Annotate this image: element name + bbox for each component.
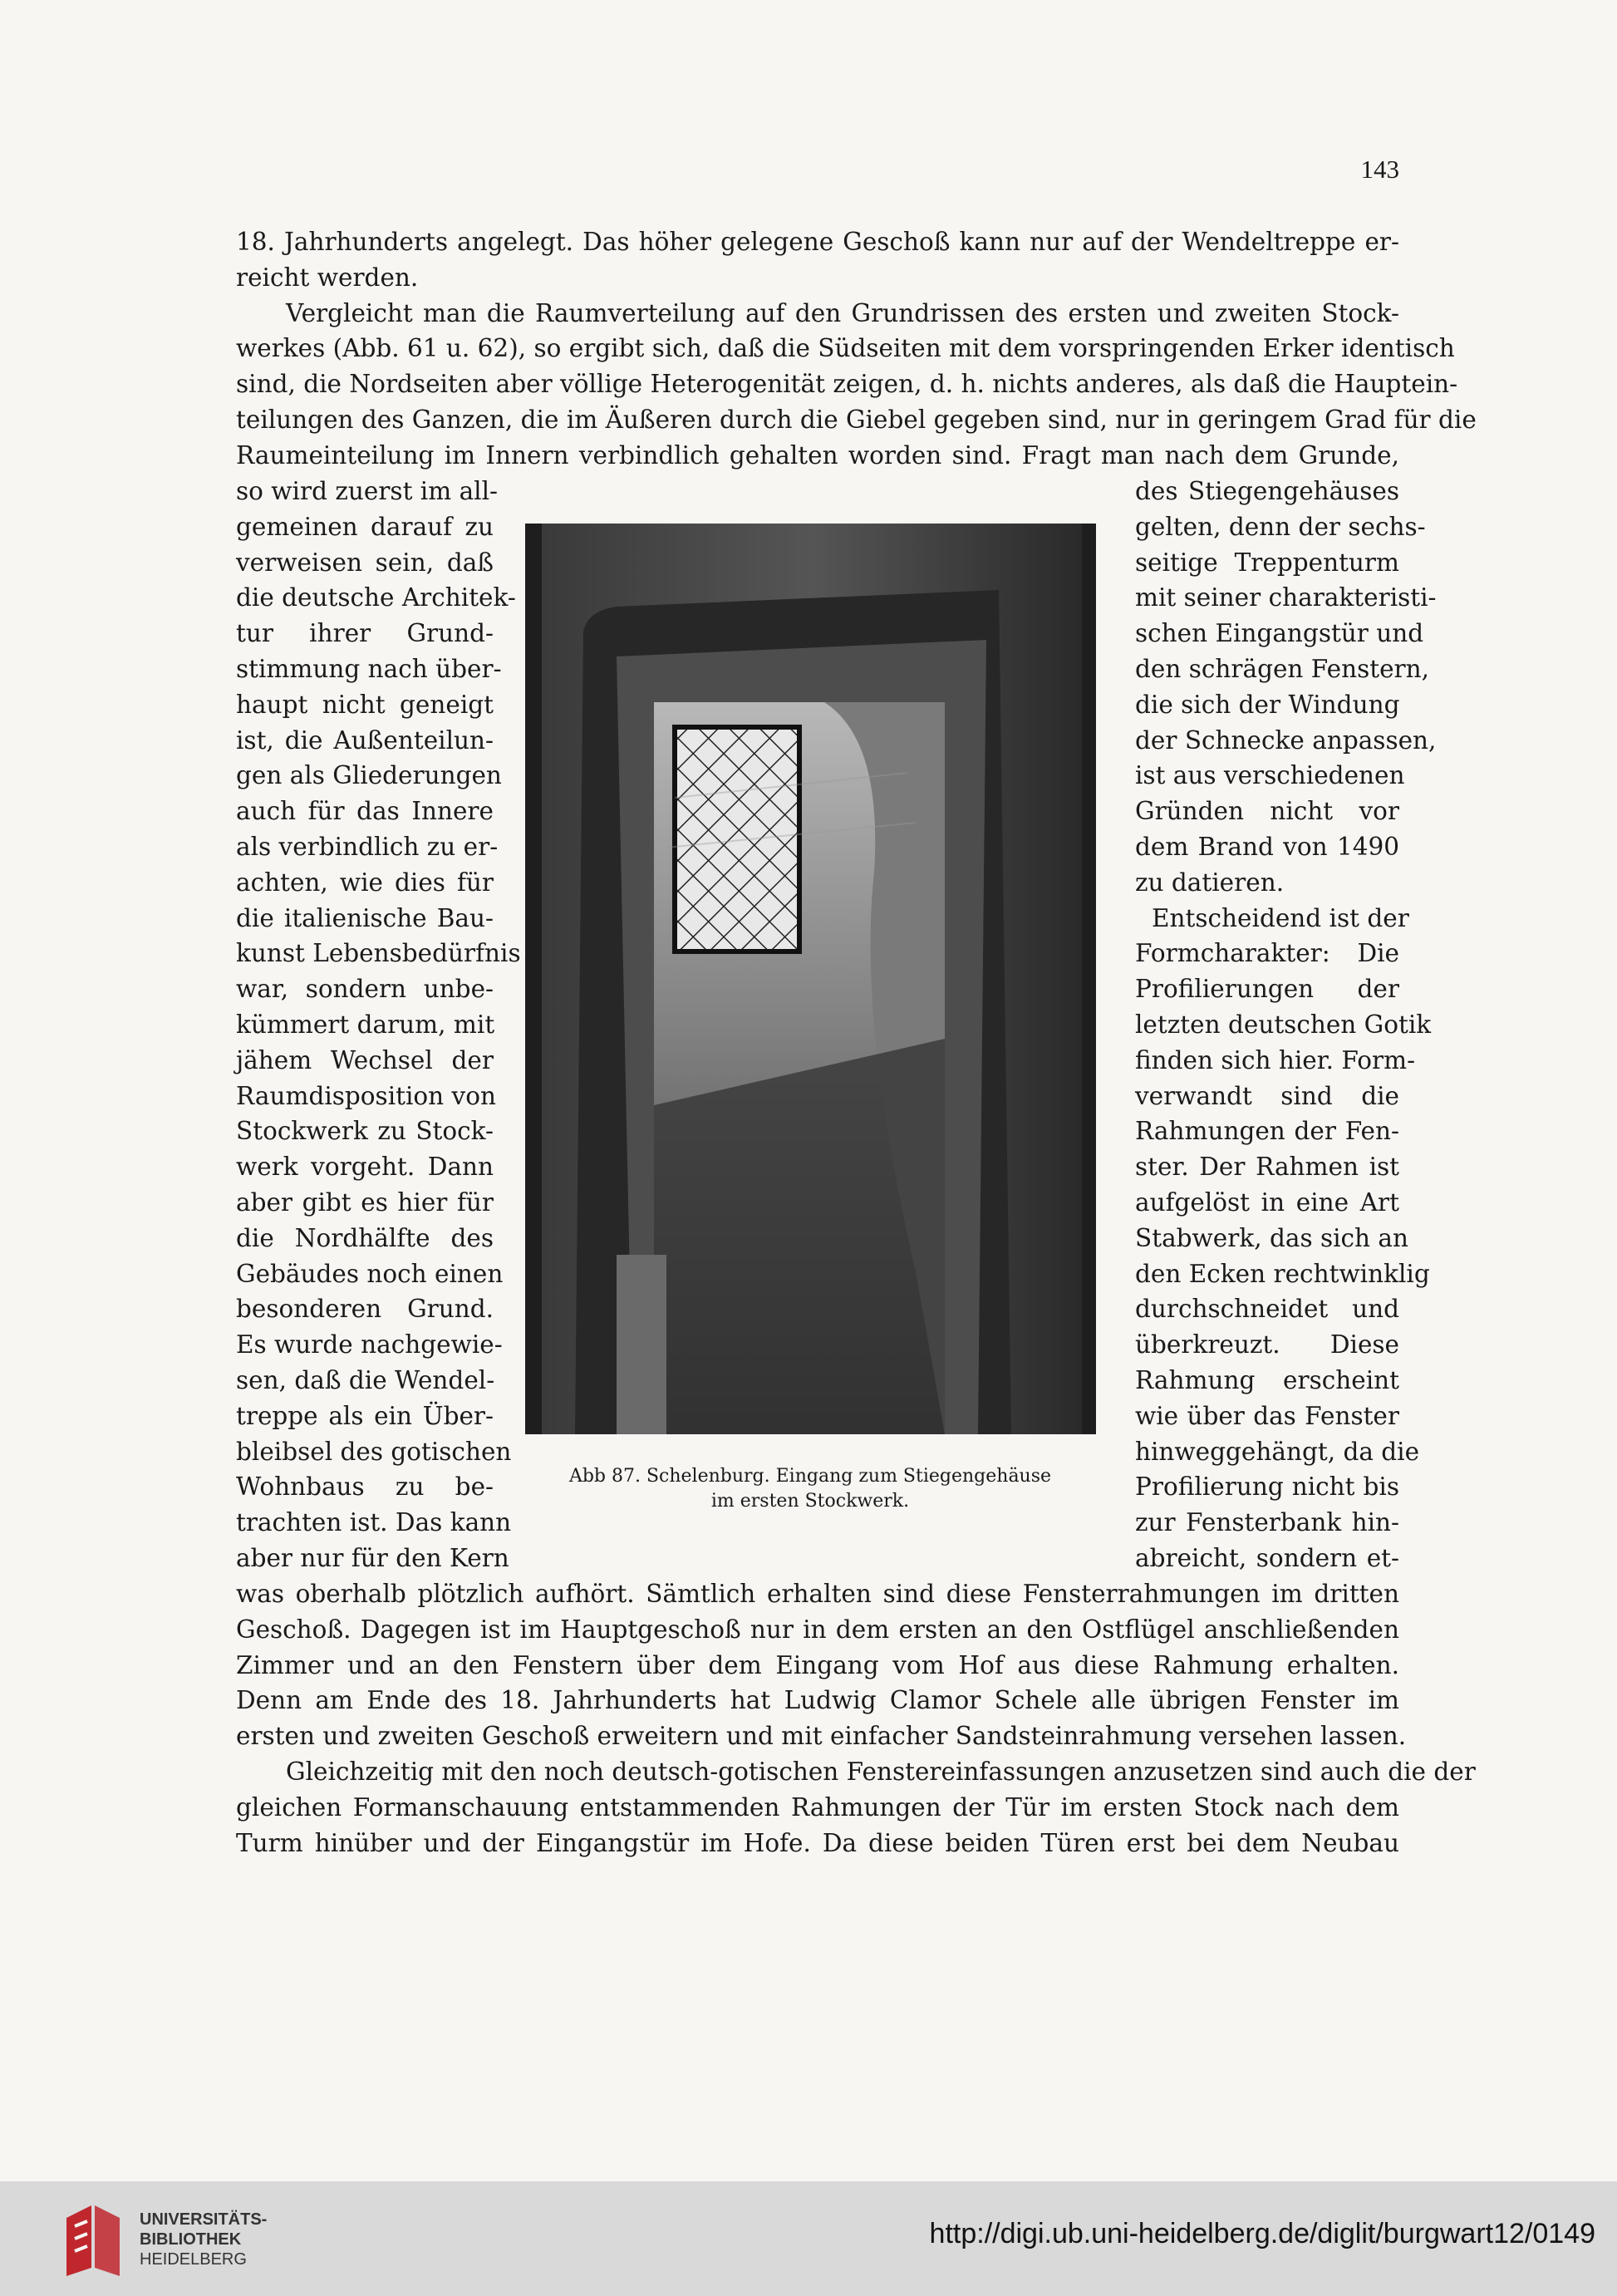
text-line: seitige Treppenturm — [1135, 548, 1399, 577]
text-line: trachten ist. Das kann — [236, 1508, 512, 1537]
text-line: treppe als ein Über- — [236, 1401, 494, 1430]
text-line: Zimmer und an den Fenstern über dem Eingang vom Hof aus diese Rahmung erhalten. — [236, 1650, 1399, 1679]
caption-line-1: Abb 87. Schelenburg. Eingang zum Stiegengehäuse — [568, 1466, 1052, 1487]
text-line: wie über das Fenster — [1135, 1401, 1399, 1430]
text-line: sen, daß die Wendel- — [236, 1365, 495, 1394]
text-line: jähem Wechsel der — [236, 1045, 494, 1074]
text-line: zu datieren. — [1135, 868, 1285, 897]
text-line: Formcharakter: Die — [1135, 939, 1399, 968]
text-line: letzten deutschen Gotik — [1135, 1010, 1432, 1039]
text-line: durchschneidet und — [1135, 1295, 1399, 1324]
text-line: hinweggehängt, da die — [1135, 1437, 1420, 1466]
text-line: teilungen des Ganzen, die im Äußeren durch die Giebel gegeben sind, nur in geringem Grad für die — [236, 405, 1477, 434]
caption-line-2: im ersten Stockwerk. — [710, 1491, 910, 1512]
text-line: des Stiegengehäuses — [1135, 477, 1399, 505]
source-url-link[interactable]: http://digi.ub.uni-heidelberg.de/diglit/burgwart12/0149 — [929, 2218, 1595, 2249]
text-line: besonderen Grund. — [236, 1295, 494, 1324]
body-text-top — [236, 224, 1477, 474]
text-line: als verbindlich zu er- — [236, 832, 499, 861]
text-line: mit seiner charakteristi- — [1135, 583, 1437, 612]
body-text-right-column — [1135, 474, 1437, 1576]
text-line: Entscheidend ist der — [1152, 903, 1409, 932]
figure-photo-staircase-doorway — [525, 524, 1096, 1434]
text-line: aber gibt es hier für — [236, 1187, 494, 1217]
text-line: achten, wie dies für — [236, 868, 494, 897]
text-line: die Nordhälfte des — [236, 1223, 494, 1252]
text-line: finden sich hier. Form- — [1135, 1045, 1416, 1074]
text-line: abreicht, sondern et- — [1135, 1543, 1399, 1572]
text-line: war, sondern unbe- — [236, 975, 494, 1004]
library-name-line-3: HEIDELBERG — [140, 2250, 247, 2269]
text-line: Wohnbaus zu be- — [236, 1472, 494, 1502]
text-line: kunst Lebensbedürfnis — [236, 939, 521, 968]
text-line: Denn am Ende des 18. Jahrhunderts hat Ludwig Clamor Schele alle übrigen Fenster im — [236, 1686, 1399, 1715]
text-line: verwandt sind die — [1135, 1081, 1399, 1110]
text-line: Rahmung erscheint — [1135, 1365, 1399, 1394]
text-line: Raumdisposition von — [236, 1081, 496, 1110]
text-line: reicht werden. — [236, 263, 419, 292]
text-line: Profilierung nicht bis — [1135, 1472, 1399, 1502]
text-line: Geschoß. Dagegen ist im Hauptgeschoß nur in dem ersten an den Ostflügel anschließenden — [236, 1615, 1399, 1644]
text-line: Profilierungen der — [1135, 975, 1399, 1004]
text-line: ster. Der Rahmen ist — [1135, 1153, 1399, 1182]
text-line: Vergleicht man die Raumverteilung auf den Grundrissen des ersten und zweiten Stock- — [286, 298, 1399, 327]
figure-caption — [499, 1464, 1122, 1514]
text-line: Es wurde nachgewie- — [236, 1330, 503, 1359]
text-line: Raumeinteilung im Innern verbindlich gehalten worden sind. Fragt man nach dem Grunde, — [236, 440, 1399, 470]
text-line: die sich der Windung — [1135, 690, 1400, 719]
footer-bar — [0, 2181, 1617, 2296]
text-line: gen als Gliederungen — [236, 761, 502, 790]
text-line: auch für das Innere — [236, 797, 494, 826]
text-line: zur Fensterbank hin- — [1135, 1508, 1399, 1537]
text-line: Gründen nicht vor — [1135, 797, 1399, 826]
text-line: schen Eingangstür und — [1135, 619, 1424, 648]
text-line: aber nur für den Kern — [236, 1543, 509, 1572]
library-logo-icon[interactable] — [58, 2201, 130, 2278]
text-line: die italienische Bau- — [236, 903, 494, 932]
library-name-line-2: BIBLIOTHEK — [140, 2230, 242, 2249]
text-line: der Schnecke anpassen, — [1135, 725, 1437, 755]
text-line: überkreuzt. Diese — [1135, 1330, 1399, 1359]
text-line: was oberhalb plötzlich aufhört. Sämtlich erhalten sind diese Fensterrahmungen im dritten — [236, 1580, 1399, 1608]
text-line: ist, die Außenteilun- — [236, 725, 494, 755]
library-name-line-1: UNIVERSITÄTS- — [140, 2210, 268, 2229]
text-line: Stockwerk zu Stock- — [236, 1117, 494, 1146]
text-line: gleichen Formanschauung entstammenden Rahmungen der Tür im ersten Stock nach dem — [236, 1792, 1399, 1822]
text-line: so wird zuerst im all- — [236, 477, 499, 505]
text-line: kümmert darum, mit — [236, 1010, 495, 1039]
text-line: den schrägen Fenstern, — [1135, 654, 1430, 683]
text-line: dem Brand von 1490 — [1135, 832, 1399, 861]
text-line: werk vorgeht. Dann — [236, 1153, 494, 1182]
text-line: haupt nicht geneigt — [236, 690, 494, 719]
text-line: Turm hinüber und der Eingangstür im Hofe. Da diese beiden Türen erst bei dem Neubau — [236, 1828, 1399, 1857]
text-line: Gleichzeitig mit den noch deutsch-gotischen Fenstereinfassungen anzusetzen sind auch die der — [286, 1757, 1476, 1786]
text-line: 18. Jahrhunderts angelegt. Das höher gelegene Geschoß kann nur auf der Wendeltreppe er- — [236, 228, 1399, 256]
text-line: Rahmungen der Fen- — [1135, 1117, 1399, 1146]
library-name — [140, 2210, 267, 2269]
text-line: gemeinen darauf zu — [236, 512, 494, 541]
text-line: werkes (Abb. 61 u. 62), so ergibt sich, daß die Südseiten mit dem vorspringenden Erker identisch — [236, 334, 1455, 363]
text-line: stimmung nach über- — [236, 654, 502, 683]
text-line: den Ecken rechtwinklig — [1135, 1259, 1430, 1288]
text-line: bleibsel des gotischen — [236, 1437, 512, 1466]
text-line: gelten, denn der sechs- — [1135, 512, 1426, 541]
text-line: sind, die Nordseiten aber völlige Heterogenität zeigen, d. h. nichts anderes, als daß die Hauptein- — [236, 370, 1458, 399]
page-number: 143 — [1360, 155, 1399, 184]
text-line: die deutsche Architek- — [236, 583, 516, 612]
text-line: Gebäudes noch einen — [236, 1259, 504, 1288]
text-line: Stabwerk, das sich an — [1135, 1223, 1409, 1252]
text-line: tur ihrer Grund- — [236, 619, 494, 648]
text-line: ersten und zweiten Geschoß erweitern und mit einfacher Sandsteinrahmung versehen lassen. — [236, 1722, 1407, 1751]
body-text-bottom — [236, 1576, 1476, 1861]
body-text-left-column — [236, 474, 521, 1576]
text-line: ist aus verschiedenen — [1135, 761, 1405, 790]
text-line: aufgelöst in eine Art — [1135, 1187, 1399, 1217]
text-line: verweisen sein, daß — [236, 548, 494, 577]
